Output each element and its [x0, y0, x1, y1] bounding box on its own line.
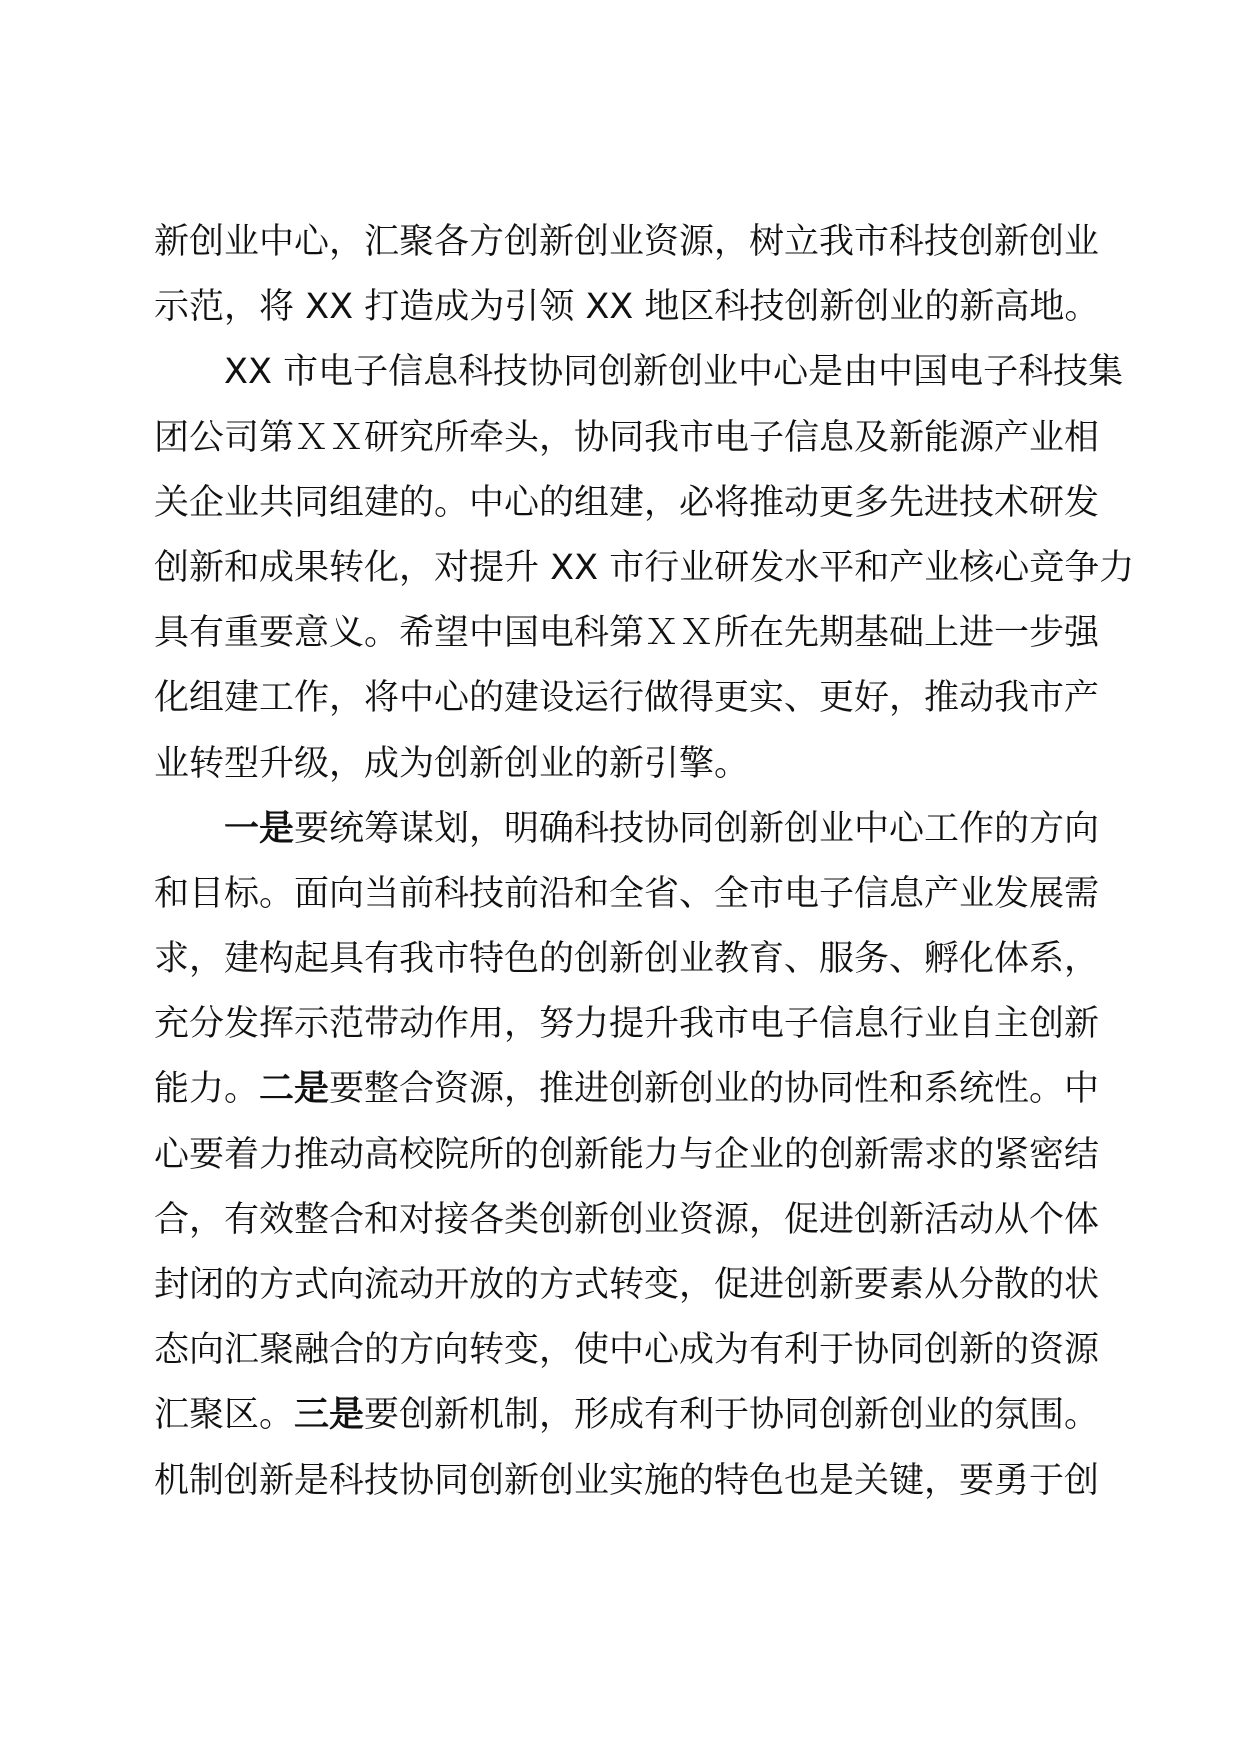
- text-line: 业转型升级，成为创新创业的新引擎。: [154, 743, 750, 784]
- text-line: 充分发挥示范带动作用，努力提升我市电子信息行业自主创新: [154, 1004, 1100, 1045]
- text-line: 和目标。面向当前科技前沿和全省、全市电子信息产业发展需: [154, 873, 1100, 914]
- text-run: 要统筹谋划，明确科技协同创新创业中心工作的方向: [294, 808, 1100, 849]
- text-line: XX 市电子信息科技协同创新创业中心是由中国电子科技集: [224, 352, 1124, 393]
- text-run: 能力。: [154, 1069, 260, 1110]
- text-line: 态向汇聚融合的方向转变，使中心成为有利于协同创新的资源: [154, 1330, 1100, 1371]
- text-line: [154, 1057, 1100, 1122]
- text-line: 创新和成果转化，对提升 XX 市行业研发水平和产业核心竞争力: [154, 547, 1135, 588]
- bold-lead: 二是: [259, 1069, 330, 1110]
- text-line: 心要着力推动高校院所的创新能力与企业的创新需求的紧密结: [154, 1134, 1100, 1175]
- text-line: 具有重要意义。希望中国电科第ＸＸ所在先期基础上进一步强: [154, 613, 1100, 654]
- text-line: 封闭的方式向流动开放的方式转变，促进创新要素从分散的状: [154, 1265, 1100, 1305]
- document-page: [154, 210, 1135, 1514]
- bold-lead: 一是: [224, 808, 295, 849]
- text-line: 求，建构起具有我市特色的创新创业教育、服务、孵化体系，: [154, 939, 1100, 980]
- text-run: 要创新机制，形成有利于协同创新创业的氛围。: [364, 1395, 1100, 1436]
- text-line: [154, 797, 1100, 862]
- paragraph-3: [154, 797, 1100, 1514]
- text-line: 机制创新是科技协同创新创业实施的特色也是关键，要勇于创: [154, 1460, 1100, 1501]
- text-line: 合，有效整合和对接各类创新创业资源，促进创新活动从个体: [154, 1199, 1100, 1240]
- text-line: [154, 1383, 1100, 1448]
- text-run: 汇聚区。: [154, 1395, 295, 1436]
- paragraph-2: [154, 340, 1135, 796]
- text-run: 要整合资源，推进创新创业的协同性和系统性。中: [329, 1069, 1100, 1110]
- text-line: 新创业中心，汇聚各方创新创业资源，树立我市科技创新创业: [154, 222, 1100, 262]
- bold-lead: 三是: [294, 1395, 365, 1436]
- text-line: 示范，将 XX 打造成为引领 XX 地区科技创新创业的新高地。: [154, 287, 1100, 328]
- text-line: 化组建工作，将中心的建设运行做得更实、更好，推动我市产: [154, 678, 1100, 719]
- text-line: 关企业共同组建的。中心的组建，必将推动更多先进技术研发: [154, 482, 1100, 523]
- paragraph-1: [154, 210, 1100, 340]
- text-line: 团公司第ＸＸ研究所牵头，协同我市电子信息及新能源产业相: [154, 417, 1100, 458]
